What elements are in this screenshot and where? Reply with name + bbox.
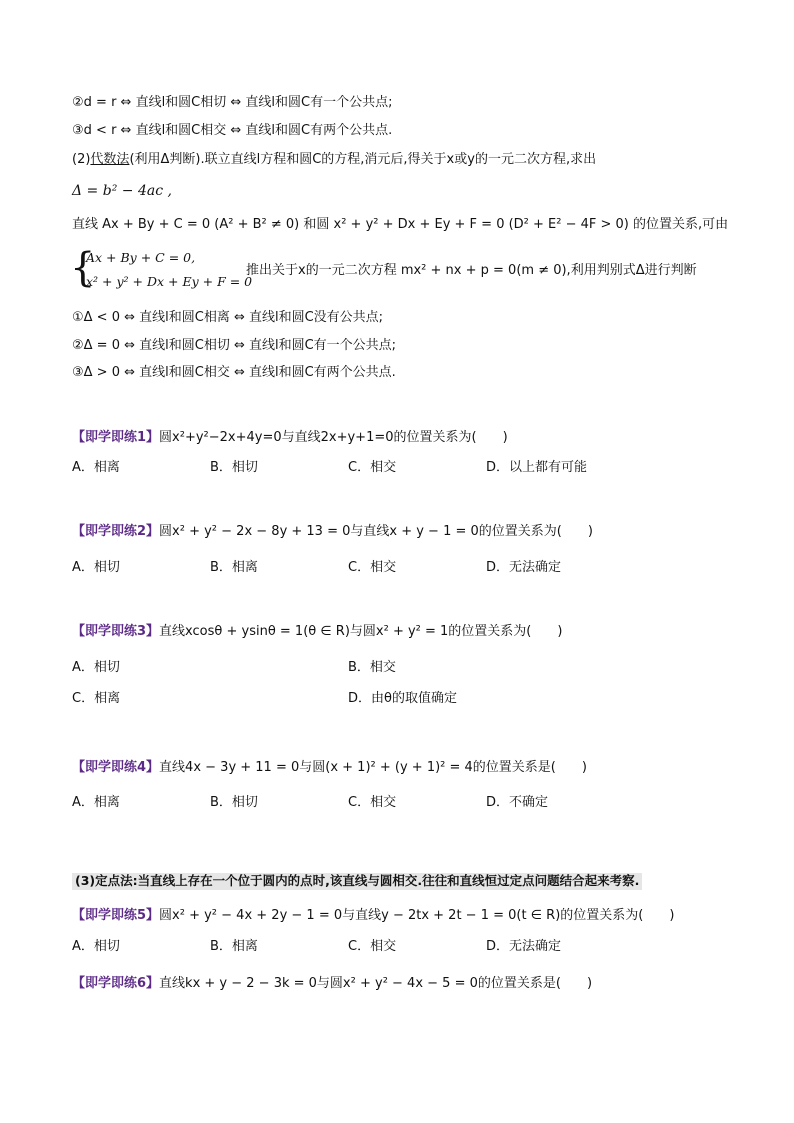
- algebra-method-line: [72, 153, 596, 166]
- question-6: [72, 977, 592, 990]
- q4-option-c[interactable]: C．相交: [348, 795, 397, 810]
- fixed-point-method: (3)定点法:当直线上存在一个位于圆内的点时,该直线与圆相交.往往和直线恒过定点问题结合起来考察.: [72, 873, 642, 890]
- delta-case-intersect: ③Δ > 0 ⇔ 直线l和圆C相交 ⇔ 直线l和圆C有两个公共点.: [72, 365, 396, 380]
- q2-option-b[interactable]: B．相离: [210, 560, 258, 575]
- delta-case-separate: ①Δ < 0 ⇔ 直线l和圆C相离 ⇔ 直线l和圆C没有公共点;: [72, 310, 384, 325]
- question-tag: 【即学即练6】: [72, 976, 160, 991]
- q2-option-c[interactable]: C．相交: [348, 560, 397, 575]
- q2-option-d[interactable]: D．无法确定: [486, 560, 562, 575]
- discriminant-formula: Δ = b² − 4ac ,: [72, 183, 172, 199]
- question-text: 圆x²+y²−2x+4y=0与直线2x+y+1=0的位置关系为( ): [159, 430, 508, 445]
- geo-case-tangent: ②d = r ⇔ 直线l和圆C相切 ⇔ 直线l和圆C有一个公共点;: [72, 95, 393, 110]
- system-brace: {: [70, 245, 96, 291]
- question-tag: 【即学即练5】: [72, 908, 160, 923]
- algebra-prefix: (2): [72, 152, 91, 167]
- question-4: [72, 761, 587, 774]
- q5-option-c[interactable]: C．相交: [348, 939, 397, 954]
- system-conclusion: 推出关于x的一元二次方程 mx² + nx + p = 0(m ≠ 0),利用判别式Δ进行判断: [246, 263, 697, 278]
- q5-option-a[interactable]: A．相切: [72, 939, 120, 954]
- q5-option-d[interactable]: D．无法确定: [486, 939, 562, 954]
- q1-option-b[interactable]: B．相切: [210, 460, 258, 475]
- question-text: 直线xcosθ + ysinθ = 1(θ ∈ R)与圆x² + y² = 1的位置关系为( ): [159, 624, 563, 639]
- question-3: [72, 625, 562, 638]
- question-tag: 【即学即练3】: [72, 624, 160, 639]
- q4-option-d[interactable]: D．不确定: [486, 795, 549, 810]
- question-text: 直线4x − 3y + 11 = 0与圆(x + 1)² + (y + 1)² = 4的位置关系是( ): [159, 760, 587, 775]
- q1-option-a[interactable]: A．相离: [72, 460, 120, 475]
- general-equations-line: 直线 Ax + By + C = 0 (A² + B² ≠ 0) 和圆 x² + y² + Dx + Ey + F = 0 (D² + E² − 4F > 0) 的位置关系,可由: [72, 217, 729, 232]
- q3-option-a[interactable]: A．相切: [72, 660, 120, 675]
- q4-option-a[interactable]: A．相离: [72, 795, 120, 810]
- question-1: [72, 431, 508, 444]
- question-text: 圆x² + y² − 4x + 2y − 1 = 0与直线y − 2tx + 2t − 1 = 0(t ∈ R)的位置关系为( ): [159, 908, 675, 923]
- question-tag: 【即学即练2】: [72, 524, 160, 539]
- q1-option-d[interactable]: D．以上都有可能: [486, 460, 588, 475]
- algebra-term: 代数法: [90, 152, 130, 167]
- q3-option-b[interactable]: B．相交: [348, 660, 396, 675]
- q3-option-d[interactable]: D．由θ的取值确定: [348, 691, 457, 706]
- system-eq-circle: x² + y² + Dx + Ey + F = 0: [86, 274, 253, 289]
- question-text: 圆x² + y² − 2x − 8y + 13 = 0与直线x + y − 1 = 0的位置关系为( ): [159, 524, 593, 539]
- question-5: [72, 909, 674, 922]
- q3-option-c[interactable]: C．相离: [72, 691, 121, 706]
- question-tag: 【即学即练1】: [72, 430, 160, 445]
- q1-option-c[interactable]: C．相交: [348, 460, 397, 475]
- geo-case-intersect: ③d < r ⇔ 直线l和圆C相交 ⇔ 直线l和圆C有两个公共点.: [72, 123, 393, 138]
- system-eq-line: Ax + By + C = 0,: [86, 250, 196, 265]
- question-tag: 【即学即练4】: [72, 760, 160, 775]
- delta-case-tangent: ②Δ = 0 ⇔ 直线l和圆C相切 ⇔ 直线l和圆C有一个公共点;: [72, 338, 397, 353]
- algebra-rest: (利用Δ判断).联立直线l方程和圆C的方程,消元后,得关于x或y的一元二次方程,求出: [129, 152, 597, 167]
- q2-option-a[interactable]: A．相切: [72, 560, 120, 575]
- q4-option-b[interactable]: B．相切: [210, 795, 258, 810]
- question-text: 直线kx + y − 2 − 3k = 0与圆x² + y² − 4x − 5 = 0的位置关系是( ): [159, 976, 593, 991]
- question-2: [72, 525, 593, 538]
- q5-option-b[interactable]: B．相离: [210, 939, 258, 954]
